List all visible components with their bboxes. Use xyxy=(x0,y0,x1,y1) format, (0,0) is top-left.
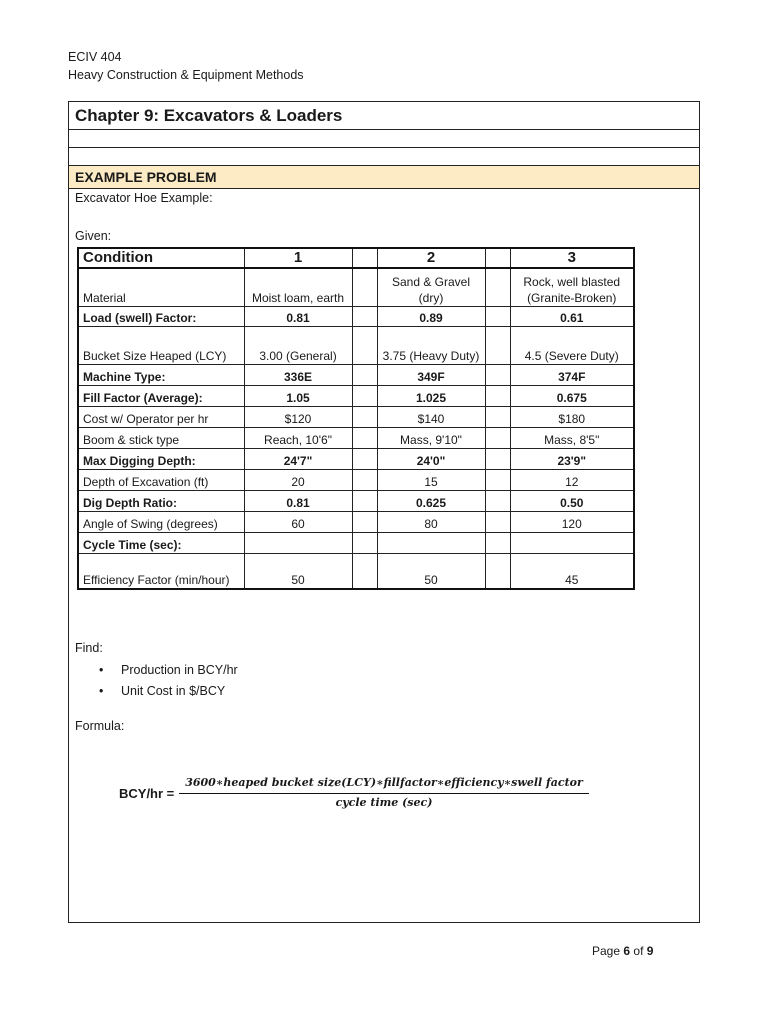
row-value: 80 xyxy=(377,511,485,532)
page-current: 6 xyxy=(623,944,631,958)
header-condition-3: 3 xyxy=(510,248,634,268)
row-label: Cycle Time (sec): xyxy=(78,532,244,553)
gap-cell xyxy=(485,385,510,406)
row-value: 3.00 (General) xyxy=(244,326,352,364)
chapter-title: Chapter 9: Excavators & Loaders xyxy=(75,106,343,125)
blank-row xyxy=(69,148,699,166)
page-separator: of xyxy=(633,944,644,958)
table-row xyxy=(78,326,634,364)
find-label: Find: xyxy=(75,641,103,655)
row-value: 0.81 xyxy=(244,306,352,326)
find-item xyxy=(99,681,238,702)
row-value: 0.625 xyxy=(377,490,485,511)
row-value: Moist loam, earth xyxy=(244,268,352,306)
row-value: 20 xyxy=(244,469,352,490)
gap-cell xyxy=(485,469,510,490)
gap-cell xyxy=(352,406,377,427)
conditions-table xyxy=(77,247,635,590)
gap-cell xyxy=(352,469,377,490)
gap-cell xyxy=(485,448,510,469)
bullet-icon: • xyxy=(99,663,104,677)
gap-cell xyxy=(352,490,377,511)
table-row xyxy=(78,469,634,490)
row-label: Fill Factor (Average): xyxy=(78,385,244,406)
course-code: ECIV 404 xyxy=(68,50,122,64)
row-value: 12 xyxy=(510,469,634,490)
row-label: Load (swell) Factor: xyxy=(78,306,244,326)
row-value: 15 xyxy=(377,469,485,490)
table-row xyxy=(78,553,634,589)
row-value: 349F xyxy=(377,364,485,385)
table-row xyxy=(78,448,634,469)
table-row xyxy=(78,364,634,385)
formula-lhs: BCY/hr = xyxy=(119,786,175,801)
gap-cell xyxy=(485,406,510,427)
course-name: Heavy Construction & Equipment Methods xyxy=(68,68,304,82)
gap-cell xyxy=(352,553,377,589)
row-label: Depth of Excavation (ft) xyxy=(78,469,244,490)
row-value: Mass, 8'5" xyxy=(510,427,634,448)
row-value: 120 xyxy=(510,511,634,532)
row-label: Dig Depth Ratio: xyxy=(78,490,244,511)
table-header-row xyxy=(78,248,634,268)
row-value: 0.675 xyxy=(510,385,634,406)
row-value xyxy=(244,532,352,553)
row-value: Rock, well blasted (Granite-Broken) xyxy=(510,268,634,306)
row-value: 24'0" xyxy=(377,448,485,469)
row-value: 1.05 xyxy=(244,385,352,406)
table-row xyxy=(78,268,634,306)
row-label: Bucket Size Heaped (LCY) xyxy=(78,326,244,364)
table-row xyxy=(78,406,634,427)
find-list xyxy=(99,660,238,702)
gap-cell xyxy=(352,326,377,364)
row-value: 3.75 (Heavy Duty) xyxy=(377,326,485,364)
bullet-icon: • xyxy=(99,684,104,698)
row-value: 50 xyxy=(377,553,485,589)
gap-cell xyxy=(485,511,510,532)
gap-cell xyxy=(352,268,377,306)
fraction-bar xyxy=(179,793,589,794)
gap-cell xyxy=(352,511,377,532)
row-value: Mass, 9'10" xyxy=(377,427,485,448)
find-item xyxy=(99,660,238,681)
worksheet-frame xyxy=(68,101,700,923)
row-value xyxy=(510,532,634,553)
page-number xyxy=(592,944,653,958)
row-label: Machine Type: xyxy=(78,364,244,385)
row-value: $140 xyxy=(377,406,485,427)
find-item-text: Production in BCY/hr xyxy=(121,663,238,677)
header-condition-1: 1 xyxy=(244,248,352,268)
row-value: 336E xyxy=(244,364,352,385)
row-value: 23'9" xyxy=(510,448,634,469)
gap-cell xyxy=(485,248,510,268)
chapter-title-band xyxy=(69,102,699,130)
row-label: Cost w/ Operator per hr xyxy=(78,406,244,427)
find-item-text: Unit Cost in $/BCY xyxy=(121,684,226,698)
given-label: Given: xyxy=(75,229,112,243)
page-total: 9 xyxy=(646,944,654,958)
gap-cell xyxy=(485,326,510,364)
blank-row xyxy=(69,130,699,148)
example-problem-title: EXAMPLE PROBLEM xyxy=(75,169,217,185)
gap-cell xyxy=(485,553,510,589)
gap-cell xyxy=(485,532,510,553)
row-value: 60 xyxy=(244,511,352,532)
gap-cell xyxy=(352,532,377,553)
row-label: Max Digging Depth: xyxy=(78,448,244,469)
row-value: $180 xyxy=(510,406,634,427)
row-label: Angle of Swing (degrees) xyxy=(78,511,244,532)
gap-cell xyxy=(485,427,510,448)
row-value: 24'7" xyxy=(244,448,352,469)
gap-cell xyxy=(485,306,510,326)
gap-cell xyxy=(352,448,377,469)
gap-cell xyxy=(352,427,377,448)
row-value: 0.50 xyxy=(510,490,634,511)
row-value: 4.5 (Severe Duty) xyxy=(510,326,634,364)
row-value: 0.89 xyxy=(377,306,485,326)
gap-cell xyxy=(485,364,510,385)
header-condition-2: 2 xyxy=(377,248,485,268)
row-value: 1.025 xyxy=(377,385,485,406)
row-value: 0.61 xyxy=(510,306,634,326)
example-problem-band xyxy=(69,166,699,189)
row-value: 45 xyxy=(510,553,634,589)
gap-cell xyxy=(485,490,510,511)
table-row xyxy=(78,385,634,406)
gap-cell xyxy=(485,268,510,306)
row-value xyxy=(377,532,485,553)
table-row xyxy=(78,306,634,326)
row-label: Material xyxy=(78,268,244,306)
gap-cell xyxy=(352,248,377,268)
gap-cell xyxy=(352,306,377,326)
table-row xyxy=(78,532,634,553)
table-row xyxy=(78,511,634,532)
table-row xyxy=(78,490,634,511)
row-value: 0.81 xyxy=(244,490,352,511)
example-intro: Excavator Hoe Example: xyxy=(75,191,213,205)
page-prefix: Page xyxy=(592,944,621,958)
row-value: 50 xyxy=(244,553,352,589)
header-condition: Condition xyxy=(78,248,244,268)
row-value: Reach, 10'6" xyxy=(244,427,352,448)
gap-cell xyxy=(352,385,377,406)
formula-numerator: 3600∗heaped bucket size(LCY)∗fillfactor∗efficiency∗swell factor xyxy=(185,776,583,789)
row-label: Boom & stick type xyxy=(78,427,244,448)
row-value: 374F xyxy=(510,364,634,385)
row-value: $120 xyxy=(244,406,352,427)
formula-denominator: cycle time (sec) xyxy=(335,796,433,809)
formula-label: Formula: xyxy=(75,719,125,733)
row-label: Efficiency Factor (min/hour) xyxy=(78,553,244,589)
gap-cell xyxy=(352,364,377,385)
row-value: Sand & Gravel (dry) xyxy=(377,268,485,306)
table-row xyxy=(78,427,634,448)
